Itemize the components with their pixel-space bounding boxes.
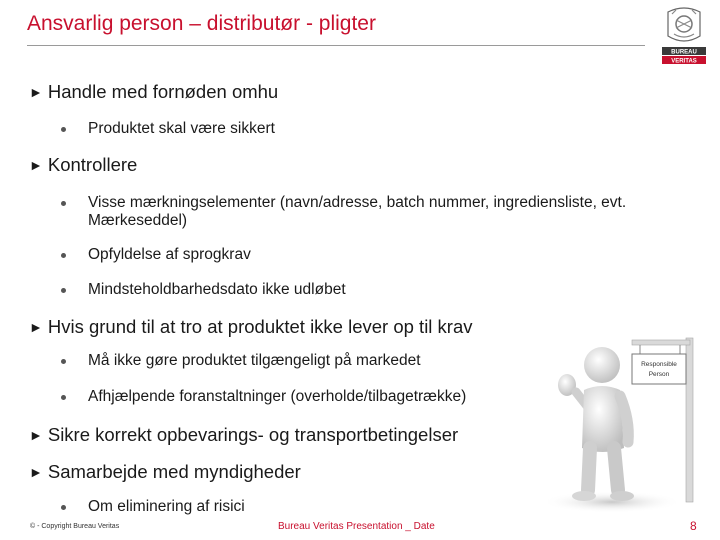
arrow-bullet-icon: ► [29,84,43,100]
bullet-3-text: Hvis grund til at tro at produktet ikke lever op til krav [47,316,473,337]
sign-text-line1: Responsible [641,361,677,368]
sub-bullet-3-2-text: Afhjælpende foranstaltninger (overholde/tilbagetrække) [88,388,467,405]
sub-bullet-5-1 [88,498,488,516]
dot-bullet-icon [61,201,66,206]
arrow-bullet-icon: ► [29,157,43,173]
footer-presentation: Bureau Veritas Presentation _ Date [278,521,435,532]
page-number: 8 [690,519,697,533]
bullet-2-text: Kontrollere [47,154,138,175]
dot-bullet-icon [61,395,66,400]
bullet-1 [29,81,278,103]
responsible-person-illustration [532,330,718,515]
arrow-bullet-icon: ► [29,427,43,443]
dot-bullet-icon [61,253,66,258]
footer-copyright: © - Copyright Bureau Veritas [30,523,120,530]
sub-bullet-3-1 [88,352,588,370]
sub-bullet-2-2 [88,246,648,264]
bullet-4 [29,424,458,446]
bullet-4-text: Sikre korrekt opbevarings- og transportbetingelser [47,424,459,445]
slide-title: Ansvarlig person – distributør - pligter [27,12,376,35]
sub-bullet-1-1-text: Produktet skal være sikkert [88,120,275,137]
bullet-5 [29,461,301,483]
sub-bullet-5-1-text: Om eliminering af risici [88,498,245,515]
sub-bullet-2-1-text: Visse mærkningselementer (navn/adresse, batch nummer, ingrediensliste, evt. Mærkeseddel) [88,194,627,229]
bullet-5-text: Samarbejde med myndigheder [47,461,301,482]
arrow-bullet-icon: ► [29,319,43,335]
dot-bullet-icon [61,127,66,132]
dot-bullet-icon [61,288,66,293]
bullet-1-text: Handle med fornøden omhu [47,81,279,102]
sub-bullet-3-1-text: Må ikke gøre produktet tilgængeligt på markedet [88,352,421,369]
sub-bullet-2-3 [88,281,648,299]
sub-bullet-2-1 [88,194,688,230]
dot-bullet-icon [61,359,66,364]
arrow-bullet-icon: ► [29,464,43,480]
dot-bullet-icon [61,505,66,510]
bullet-3 [29,316,473,338]
logo-text-bureau: BUREAU [671,49,697,56]
sub-bullet-3-2 [88,388,588,406]
logo-text-veritas: VERITAS [671,58,697,65]
sign-text-line2: Person [648,371,670,378]
sub-bullet-2-3-text: Mindsteholdbarhedsdato ikke udløbet [88,281,346,298]
bullet-2 [29,154,137,176]
sub-bullet-1-1 [88,120,648,138]
sub-bullet-2-2-text: Opfyldelse af sprogkrav [88,246,251,263]
